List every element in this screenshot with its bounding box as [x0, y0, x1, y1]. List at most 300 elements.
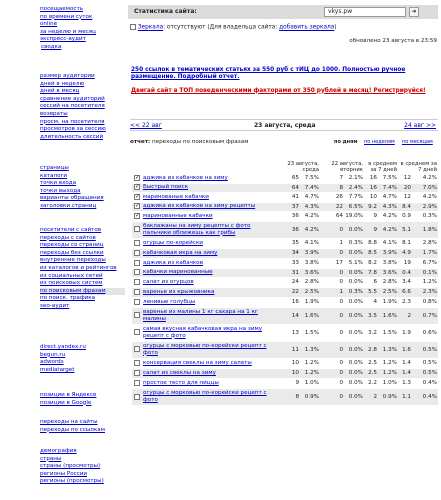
sidebar-item-label: сессий на посетителя	[40, 103, 105, 110]
percent-cell: 3.8%	[300, 258, 320, 268]
row-checkbox-cell	[132, 183, 142, 192]
count-cell: 19	[398, 258, 412, 268]
percent-cell: 1.2%	[378, 358, 398, 368]
percent-cell: 19.0%	[345, 213, 363, 219]
row-checkbox-cell	[132, 238, 142, 248]
percent-cell: 0.7%	[412, 307, 438, 324]
phrase-link[interactable]: кабачки маринованные	[143, 269, 213, 276]
sidebar-item-label: страны	[40, 455, 62, 462]
sidebar-item-label: сравнение аудиторий	[40, 95, 105, 102]
sidebar-item[interactable]	[40, 96, 125, 104]
sidebar-item[interactable]	[40, 195, 125, 203]
percent-cell: 2.5%	[378, 287, 398, 297]
sidebar-item[interactable]	[40, 427, 125, 435]
sidebar-item[interactable]	[40, 14, 125, 22]
count-cell: 2.8	[364, 341, 378, 358]
sidebar-item[interactable]	[40, 111, 125, 119]
percent-cell: 0.5%	[412, 358, 438, 368]
next-day-link[interactable]: 24 авг >>	[404, 122, 436, 129]
phrase-link[interactable]: маринованные кабачки	[143, 212, 213, 219]
row-checkbox[interactable]	[134, 299, 140, 305]
percent-cell: 0.4%	[412, 378, 438, 388]
phrase-cell	[142, 192, 276, 202]
percent-cell: 2.8%	[412, 238, 438, 248]
row-checkbox-cell	[132, 248, 142, 258]
table-row	[132, 324, 438, 341]
percent-cell: 2.8%	[378, 277, 398, 287]
site-select[interactable]: vkys.pw	[324, 7, 406, 17]
sidebar-item-label: регионы России	[40, 470, 88, 477]
phrase-link[interactable]: аджика из кабачков	[143, 259, 204, 266]
percent-cell: 0.0%	[344, 358, 364, 368]
report-label	[130, 139, 248, 145]
sidebar-group-positions	[40, 392, 125, 407]
phrase-link[interactable]: кабачковая икра на зиму	[143, 249, 218, 256]
sidebar-item-label: переходы по ссылкам	[40, 426, 105, 433]
percent-cell: 0.0%	[344, 341, 364, 358]
row-checkbox[interactable]	[134, 289, 140, 295]
row-checkbox[interactable]	[134, 360, 140, 366]
row-checkbox[interactable]	[134, 250, 140, 256]
phrase-link[interactable]: огурцы по-корейски	[143, 239, 203, 246]
percent-cell: 7.5%	[378, 173, 398, 183]
phrase-cell	[142, 378, 276, 388]
table-row	[132, 183, 438, 192]
percent-cell: 7.7%	[344, 192, 364, 202]
count-cell: 0	[320, 307, 344, 324]
count-cell: 4	[364, 297, 378, 307]
percent-cell: 6.5%	[344, 202, 364, 211]
count-cell: 0	[320, 221, 344, 238]
sidebar-item[interactable]	[40, 88, 125, 96]
percent-cell: 1.9%	[300, 297, 320, 307]
date-navigation	[130, 119, 438, 131]
row-checkbox-cell	[132, 368, 142, 378]
mirrors-close-paren: )	[334, 24, 337, 31]
sidebar-item[interactable]	[40, 392, 125, 400]
row-checkbox-cell	[132, 268, 142, 277]
period-by-day[interactable]: по дням	[334, 139, 358, 145]
percent-cell: 4.2%	[378, 221, 398, 238]
count-cell: 7	[320, 173, 344, 183]
sidebar-item[interactable]	[40, 478, 125, 486]
sidebar-item-label: позиции в Google	[40, 399, 92, 406]
sidebar-item[interactable]	[40, 203, 125, 211]
count-cell: 34	[276, 248, 300, 258]
phrase-cell	[142, 358, 276, 368]
table-row	[132, 287, 438, 297]
phrase-cell	[142, 221, 276, 238]
arrow-right-icon[interactable]: ➜	[409, 7, 419, 17]
stat-label: Статистика сайта:	[134, 8, 197, 15]
table-row	[132, 268, 438, 277]
count-cell: 9	[276, 378, 300, 388]
table-row	[132, 307, 438, 324]
sidebar-item-label: варианты обращения	[40, 195, 104, 202]
sidebar-item[interactable]	[40, 235, 125, 243]
count-cell: 17	[320, 258, 344, 268]
count-cell: 64	[276, 183, 300, 192]
count-cell: 0	[320, 277, 344, 287]
add-mirrors-link[interactable]: добавить зеркала	[279, 24, 335, 31]
percent-cell: 7.4%	[300, 183, 320, 192]
phrase-link[interactable]: варенье из малины 1 кг сахара на 1 кг малины	[143, 308, 258, 322]
sidebar-item-label: переходы без ссылки	[40, 249, 104, 256]
count-cell: 3.4	[398, 277, 412, 287]
sidebar-group-audience	[40, 73, 125, 141]
sidebar-item[interactable]	[40, 448, 125, 456]
row-checkbox-cell	[132, 297, 142, 307]
row-checkbox[interactable]	[134, 240, 140, 246]
sidebar-item[interactable]	[40, 400, 125, 408]
row-checkbox[interactable]	[134, 184, 140, 190]
count-cell: 9	[364, 221, 378, 238]
row-checkbox[interactable]	[134, 260, 140, 266]
row-checkbox[interactable]	[134, 269, 140, 275]
mirrors-status: : отсутствуют (Для владельца сайта:	[163, 24, 280, 31]
sidebar-item[interactable]	[40, 81, 125, 89]
count-cell: 36	[276, 211, 300, 221]
percent-cell: 0.9%	[378, 388, 398, 405]
sidebar-item[interactable]	[40, 344, 125, 352]
count-cell: 14	[276, 307, 300, 324]
sidebar-item-label: mediatarget	[40, 366, 75, 373]
count-cell: 11	[276, 341, 300, 358]
phrase-link[interactable]: огурцы с морковью по-корейски рецепт с фото	[143, 390, 267, 403]
sidebar-item-label: дней в месяц	[40, 88, 80, 95]
percent-cell: 0.3%	[412, 211, 438, 221]
percent-cell: 1.0%	[300, 378, 320, 388]
percent-cell: 4.3%	[300, 202, 320, 211]
count-cell: 8.5	[364, 248, 378, 258]
percent-cell: 7.0%	[412, 183, 438, 192]
header-phrase	[142, 149, 276, 173]
sidebar-group-outgoing	[40, 419, 125, 434]
row-checkbox[interactable]	[134, 213, 140, 219]
percent-cell: 0.0%	[344, 277, 364, 287]
percent-cell: 3.9%	[300, 248, 320, 258]
percent-cell: 2.1%	[344, 173, 364, 183]
phrase-cell	[142, 248, 276, 258]
sidebar-item-label: по поисковым фразам	[40, 287, 106, 294]
sidebar-group-geo	[40, 448, 125, 486]
percent-cell: 3.8%	[378, 258, 398, 268]
percent-cell: 1.2%	[378, 368, 398, 378]
phrase-cell	[142, 287, 276, 297]
table-row	[132, 368, 438, 378]
row-checkbox-cell	[132, 307, 142, 324]
count-cell: 6.6	[398, 287, 412, 297]
promo-link-top[interactable]: Двигай сайт в ТОП поведенческими факторами от 350 рублей в месяц! Регистрируйся!	[131, 87, 426, 94]
sidebar-item-label: возвраты	[40, 110, 68, 117]
sidebar-item-label: просмотров за сессию	[40, 126, 106, 133]
percent-cell: 7.5%	[300, 173, 320, 183]
count-cell: 5.5	[364, 287, 378, 297]
phrase-cell	[142, 183, 276, 192]
percent-cell: 0.0%	[344, 297, 364, 307]
percent-cell: 5.1%	[344, 258, 364, 268]
sidebar-item[interactable]	[40, 134, 125, 142]
sidebar-item[interactable]	[40, 280, 125, 288]
sidebar-item[interactable]	[40, 6, 125, 14]
count-cell: 24	[276, 277, 300, 287]
sidebar-item[interactable]	[40, 73, 125, 81]
count-cell: 10	[276, 368, 300, 378]
table-row	[132, 202, 438, 211]
sidebar-item[interactable]	[40, 273, 125, 281]
table-row	[132, 341, 438, 358]
sidebar-item-label: демография	[40, 448, 77, 454]
table-row	[132, 238, 438, 248]
phrase-cell	[142, 368, 276, 378]
sidebar-group-visits	[40, 6, 125, 52]
count-cell: 9.2	[364, 202, 378, 211]
phrase-link[interactable]: варенье из крыжовника	[143, 288, 215, 295]
count-cell: 64	[320, 211, 344, 221]
count-cell: 12	[398, 192, 412, 202]
table-row	[132, 248, 438, 258]
sidebar-item-label: переходы со страниц	[40, 242, 104, 249]
percent-cell: 1.2%	[300, 368, 320, 378]
sidebar-item-label: переходы на сайты	[40, 419, 98, 425]
row-checkbox[interactable]	[134, 370, 140, 376]
count-cell: 1.3	[398, 378, 412, 388]
sidebar-item[interactable]	[40, 21, 125, 29]
count-cell: 1.4	[398, 368, 412, 378]
percent-cell: 0.9%	[300, 388, 320, 405]
percent-cell: 4.3%	[378, 202, 398, 211]
period-by-week[interactable]: по неделям	[364, 139, 395, 145]
table-row	[132, 297, 438, 307]
sidebar-item-label: из социальных сетей	[40, 272, 103, 279]
sidebar-item[interactable]	[40, 257, 125, 265]
phrase-link[interactable]: консервация свеклы на зиму салаты	[143, 359, 252, 366]
row-checkbox[interactable]	[134, 175, 140, 181]
phrase-link[interactable]: салат из огурцов	[143, 278, 194, 285]
sidebar-item[interactable]	[40, 165, 125, 173]
percent-cell: 0.5%	[412, 341, 438, 358]
sidebar-item[interactable]	[40, 36, 125, 44]
percent-cell: 0.4%	[412, 388, 438, 405]
row-checkbox[interactable]	[134, 394, 140, 400]
phrase-cell	[142, 277, 276, 287]
period-by-month[interactable]: по месяцам	[402, 139, 433, 145]
row-checkbox[interactable]	[134, 279, 140, 285]
percent-cell: 2.5%	[300, 287, 320, 297]
phrase-cell	[142, 388, 276, 405]
phrase-link[interactable]: баклажаны на зиму рецепты с фото пальчики оближешь как грибы	[143, 222, 251, 236]
sidebar-item[interactable]	[40, 463, 125, 471]
phrase-link[interactable]: аджика из кабачков на зиму рецепты	[143, 203, 256, 210]
main-content	[128, 0, 441, 500]
sidebar-item[interactable]	[40, 471, 125, 479]
percent-cell: 4.2%	[300, 221, 320, 238]
table-row	[132, 211, 438, 221]
percent-cell: 2.8%	[300, 277, 320, 287]
sidebar-item[interactable]	[40, 180, 125, 188]
percent-cell: 1.6%	[378, 307, 398, 324]
percent-cell: 4.2%	[300, 211, 320, 221]
phrase-link[interactable]: простое тесто для пиццы	[143, 379, 219, 386]
sidebar-item[interactable]	[40, 126, 125, 134]
sidebar-item[interactable]	[40, 352, 125, 360]
count-cell: 16	[364, 173, 378, 183]
phrase-link[interactable]: маринованые кабачки	[143, 193, 209, 200]
row-checkbox[interactable]	[134, 203, 140, 209]
phrase-cell	[142, 324, 276, 341]
prev-day-link[interactable]: << 22 авг	[130, 122, 162, 129]
row-checkbox[interactable]	[134, 329, 140, 335]
sidebar-item[interactable]	[40, 288, 125, 296]
count-cell: 36	[276, 221, 300, 238]
percent-cell: 0.3%	[344, 287, 364, 297]
percent-cell: 1.5%	[300, 324, 320, 341]
phrase-link[interactable]: ленивые голубцы	[143, 298, 196, 305]
row-checkbox[interactable]	[134, 194, 140, 200]
count-cell: 0	[320, 324, 344, 341]
percent-cell: 0.0%	[344, 307, 364, 324]
sidebar-item-label: direct.yandex.ru	[40, 344, 86, 350]
phrase-cell	[142, 202, 276, 211]
count-cell: 2	[364, 388, 378, 405]
count-cell: 4.9	[398, 248, 412, 258]
sidebar-item[interactable]	[40, 367, 125, 375]
count-cell: 6	[364, 277, 378, 287]
header-col-previous: 22 августа, вторник	[331, 160, 363, 173]
count-cell: 0.4	[398, 268, 412, 277]
row-checkbox[interactable]	[134, 380, 140, 386]
count-cell: 12	[398, 173, 412, 183]
count-cell: 22	[276, 287, 300, 297]
sidebar-item-label: просм. на посетителя	[40, 118, 105, 125]
table-row	[132, 221, 438, 238]
percent-cell: 4.1%	[378, 238, 398, 248]
row-checkbox[interactable]	[134, 346, 140, 352]
sidebar-item[interactable]	[40, 456, 125, 464]
count-cell: 41	[276, 192, 300, 202]
sidebar-item[interactable]	[40, 265, 125, 273]
sidebar-item-label: из каталогов и рейтингов	[40, 264, 117, 271]
sidebar-group-ads	[40, 344, 125, 374]
percent-cell: 1.3%	[300, 341, 320, 358]
count-cell: 20	[398, 183, 412, 192]
sidebar-group-pages	[40, 165, 125, 211]
count-cell: 8	[276, 388, 300, 405]
sidebar	[0, 0, 125, 500]
count-cell: 16	[276, 297, 300, 307]
sidebar-item-label: begun.ru	[40, 351, 66, 358]
table-row	[132, 277, 438, 287]
percent-cell: 0.8%	[412, 297, 438, 307]
table-row	[132, 258, 438, 268]
sidebar-item[interactable]	[40, 173, 125, 181]
sidebar-item[interactable]	[40, 295, 125, 303]
count-cell: 1.6	[398, 341, 412, 358]
count-cell: 37	[276, 202, 300, 211]
sidebar-item[interactable]	[40, 119, 125, 127]
count-cell: 8.1	[398, 238, 412, 248]
sidebar-item-label: страны (просмотры)	[40, 463, 101, 470]
sidebar-group-sources	[40, 227, 125, 311]
search-phrases-table	[132, 149, 438, 405]
percent-cell: 0.5%	[412, 368, 438, 378]
table-row	[132, 388, 438, 405]
sidebar-item[interactable]	[40, 44, 125, 52]
phrase-cell	[142, 238, 276, 248]
percent-cell: 0.0%	[344, 324, 364, 341]
phrase-link[interactable]: салат из свеклы на зиму	[143, 369, 216, 376]
percent-cell: 6.7%	[412, 258, 438, 268]
sidebar-item-label: регионы (просмотры)	[40, 478, 104, 485]
phrase-link[interactable]: огурцы с морковью по-корейски рецепт с фото	[143, 342, 267, 356]
percent-cell: 0.0%	[344, 221, 364, 238]
row-checkbox-cell	[132, 341, 142, 358]
mirrors-row	[130, 24, 337, 31]
phrase-link[interactable]: аджика из кабачков на зиму	[143, 174, 228, 181]
percent-cell: 1.8%	[412, 221, 438, 238]
promo-link-links[interactable]: 250 ссылок в тематических статьях за 550 руб с тИЦ до 1000. Полностью ручное размещение. Подробный отчет.	[131, 67, 406, 81]
mirrors-checkbox[interactable]	[130, 24, 136, 30]
percent-cell: 0.0%	[344, 388, 364, 405]
phrase-link[interactable]: самая вкусная кабачковая икра на зиму рецепт с фото	[143, 325, 263, 339]
count-cell: 31	[276, 268, 300, 277]
count-cell: 9	[364, 211, 378, 221]
percent-cell: 1.5%	[378, 324, 398, 341]
sidebar-item[interactable]	[40, 359, 125, 367]
count-cell: 1.4	[398, 358, 412, 368]
sidebar-item[interactable]	[40, 242, 125, 250]
percent-cell: 1.0%	[378, 378, 398, 388]
sidebar-item[interactable]	[40, 227, 125, 235]
sidebar-item-label: длительность сессий	[40, 133, 104, 140]
count-cell: 2.3	[398, 297, 412, 307]
sidebar-item-label: посетители с сайтов	[40, 227, 102, 233]
percent-cell: 2.3%	[412, 287, 438, 297]
sidebar-item[interactable]	[40, 103, 125, 111]
percent-cell: 1.7%	[412, 248, 438, 258]
phrase-link[interactable]: Быстрый поиск	[143, 184, 189, 191]
percent-cell: 0.0%	[344, 378, 364, 388]
count-cell: 13	[276, 324, 300, 341]
sidebar-item-label: каталоги	[40, 172, 68, 179]
percent-cell: 3.9%	[378, 248, 398, 258]
percent-cell: 4.1%	[300, 238, 320, 248]
count-cell: 5.1	[398, 221, 412, 238]
count-cell: 1	[320, 287, 344, 297]
row-checkbox[interactable]	[134, 312, 140, 318]
percent-cell: 1.2%	[412, 277, 438, 287]
sidebar-item-label: по поиск. трафика	[40, 295, 96, 302]
sidebar-item[interactable]	[40, 188, 125, 196]
sidebar-item[interactable]	[40, 250, 125, 258]
table-row	[132, 358, 438, 368]
mirrors-link[interactable]: Зеркала	[137, 24, 164, 31]
updated-timestamp: обновлено 23 августа в 23:59	[349, 38, 437, 44]
sidebar-item[interactable]	[40, 303, 125, 311]
sidebar-item[interactable]	[40, 419, 125, 427]
count-cell: 1.9	[398, 324, 412, 341]
percent-cell: 4.2%	[412, 173, 438, 183]
count-cell: 0.9	[398, 211, 412, 221]
report-label-key: отчет:	[130, 139, 151, 145]
phrase-cell	[142, 211, 276, 221]
row-checkbox[interactable]	[134, 226, 140, 232]
header-col-current: 23 августа, среда	[287, 160, 319, 173]
sidebar-item[interactable]	[40, 29, 125, 37]
row-checkbox-cell	[132, 258, 142, 268]
sidebar-item-label: online	[40, 21, 58, 28]
phrase-cell	[142, 173, 276, 183]
